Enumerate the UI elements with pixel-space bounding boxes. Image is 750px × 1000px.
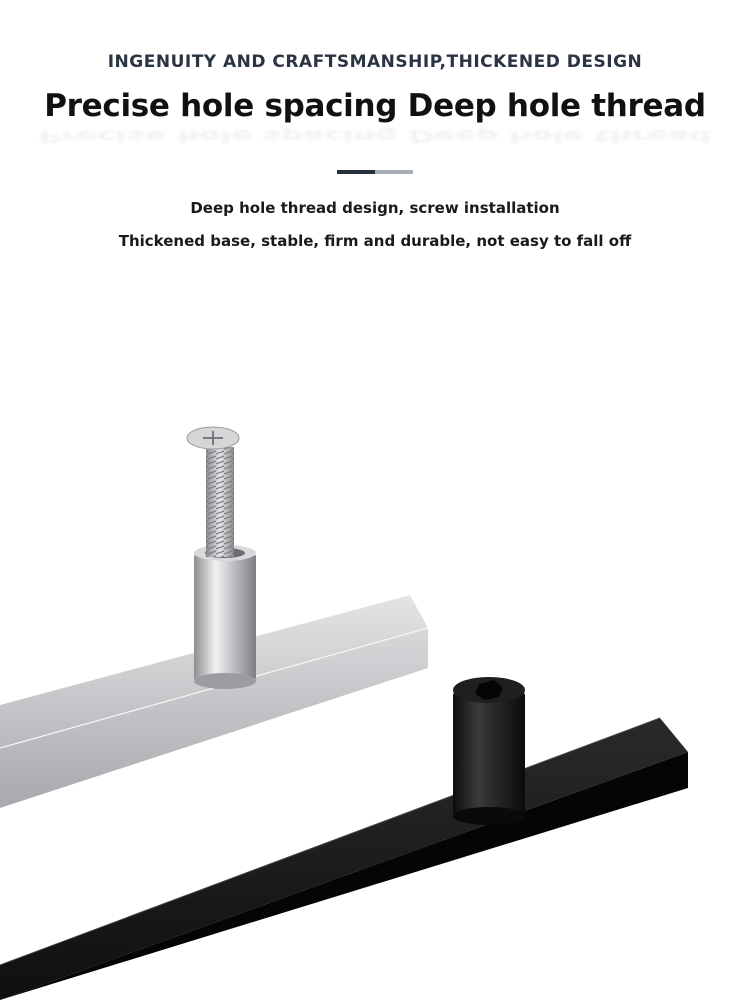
screw xyxy=(187,427,239,557)
feature-line-base: Thickened base, stable, firm and durable, not easy to fall off xyxy=(118,232,632,250)
title-reflection: Precise hole spacing Deep hole thread xyxy=(38,126,712,146)
section-title: Precise hole spacing Deep hole thread xyxy=(44,88,706,124)
section-kicker: INGENUITY AND CRAFTSMANSHIP,THICKENED DESIGN xyxy=(107,52,643,72)
feature-line-thread: Deep hole thread design, screw installation xyxy=(190,199,560,217)
silver-handle xyxy=(0,545,428,808)
